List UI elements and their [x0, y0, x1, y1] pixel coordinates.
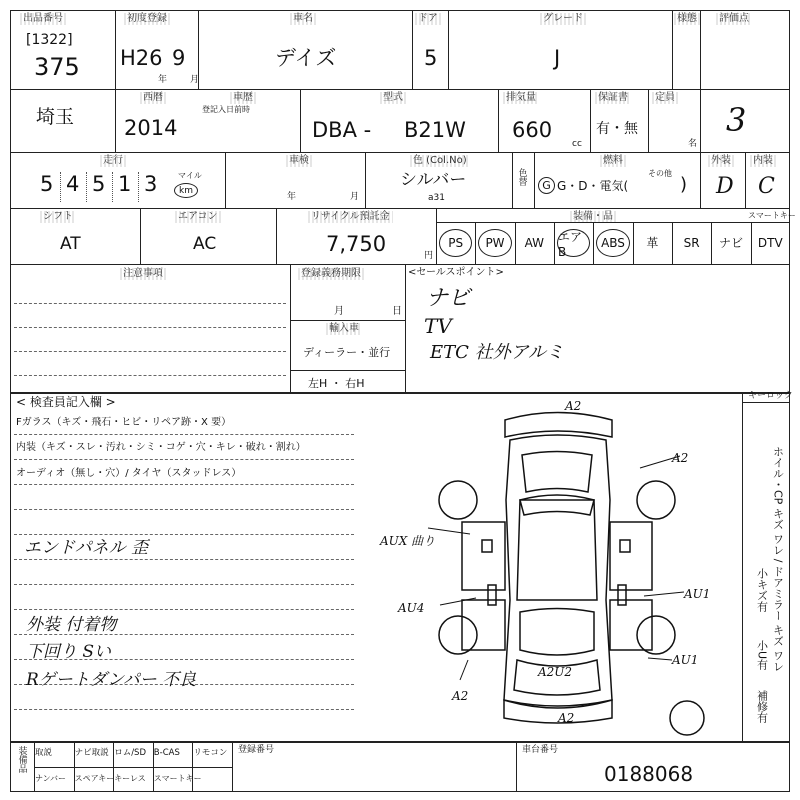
- displacement-label: 排気量: [503, 92, 539, 104]
- mark-right-rear: AU1: [672, 653, 699, 667]
- selling-point-1: ナビ: [426, 286, 471, 311]
- model-prefix: DBA -: [312, 118, 372, 142]
- score: 3: [726, 101, 747, 139]
- mileage-unit-km: km: [174, 183, 198, 198]
- footer-item-bottom: キーレス: [114, 774, 146, 783]
- repair-note: 補修有: [755, 690, 769, 723]
- inspection-label: 車検: [286, 155, 312, 167]
- fuel-options: G・D・電気(: [557, 179, 629, 193]
- mark-left-door: AU4: [398, 601, 425, 615]
- exhibit-number: 375: [34, 53, 80, 81]
- reg-month-unit: 月: [334, 306, 344, 317]
- footer-item-bottom: ナンバー: [35, 774, 67, 783]
- aircon-label: エアコン: [175, 211, 221, 223]
- equipment-item: ABS: [596, 229, 629, 257]
- mark-front-right: A2: [672, 451, 689, 465]
- mileage-digit: 5: [92, 172, 106, 196]
- reg-no-label: 登録番号: [238, 745, 275, 755]
- footer-item-top: 取説: [35, 748, 53, 758]
- special-label: 様態: [674, 13, 700, 25]
- exterior-label: 外装: [708, 155, 734, 167]
- selling-point-3: ETC 社外アルミ: [430, 342, 564, 363]
- handwritten-note-2: 外装 付着物: [26, 615, 117, 635]
- grade-label: グレード: [540, 13, 586, 25]
- footer-item-bottom: スマートキー: [153, 774, 202, 783]
- fuel-other: その他: [648, 169, 672, 178]
- recycle-label: リサイクル預託金: [308, 211, 393, 223]
- recycle-fee: 7,750: [326, 232, 387, 256]
- shift: AT: [60, 234, 81, 254]
- car-name-label: 車名: [290, 13, 316, 25]
- audio-line: オーディオ（無し・穴）/ タイヤ（スタッドレス）: [16, 468, 242, 479]
- equipment-item: AW: [524, 236, 545, 250]
- cc-unit: cc: [572, 139, 582, 149]
- year-unit: 年: [158, 75, 168, 85]
- footer-item-top: ナビ取説: [74, 748, 109, 758]
- caution-label: 注意事項: [120, 268, 166, 280]
- chassis-number: 0188068: [604, 762, 694, 786]
- interior-label: 内装: [750, 155, 776, 167]
- color-label: 色 (Col.No): [410, 155, 470, 167]
- equipment-item: ナビ: [718, 236, 743, 250]
- equipment-item: SR: [683, 236, 700, 250]
- interior-line: 内装（キズ・スレ・汚れ・シミ・コゲ・穴・キレ・破れ・割れ）: [16, 442, 306, 453]
- first-reg-label: 初度登録: [124, 13, 170, 25]
- mark-right-door: AU1: [684, 587, 711, 601]
- fuel-close: ): [680, 174, 688, 195]
- month-unit: 月: [190, 75, 200, 85]
- key-lock-label: キーロック: [748, 391, 793, 401]
- first-reg-era: H26: [120, 46, 163, 70]
- equipment-item: エアB: [557, 229, 590, 257]
- footer-item-top: B-CAS: [153, 748, 180, 758]
- mileage-label: 走行: [100, 155, 126, 167]
- footer-item-top: ロム/SD: [114, 748, 146, 758]
- selling-point-2: TV: [424, 314, 452, 338]
- dealer-parallel: ディーラー・並行: [303, 346, 391, 359]
- mileage-unit-top: マイル: [178, 171, 202, 180]
- inspection-month-unit: 月: [350, 192, 360, 202]
- shift-label: シフト: [40, 211, 76, 223]
- exhibit-no-label: 出品番号: [20, 13, 66, 25]
- mileage-digit: 5: [40, 172, 54, 196]
- handwritten-note-4: Rゲートダンパー 不良: [26, 670, 197, 690]
- prefecture: 埼玉: [36, 106, 75, 128]
- color-code: a31: [428, 193, 445, 203]
- warranty: 有・無: [596, 121, 638, 137]
- mark-left-rear: A2: [452, 689, 469, 703]
- model-label: 型式: [380, 92, 406, 104]
- history-sub: 登記入日前時: [202, 105, 250, 114]
- inspection-year-unit: 年: [287, 192, 297, 202]
- mark-rear: A2: [558, 711, 575, 725]
- western-year-label: 西暦: [140, 92, 166, 104]
- handle-side: 左H ・ 右H: [308, 377, 365, 390]
- first-reg-month: 9: [172, 46, 186, 70]
- mileage-digit: 4: [66, 172, 80, 196]
- import-label: 輸入車: [326, 323, 362, 335]
- mark-left-fender: AUX 曲り: [380, 534, 436, 548]
- exhibit-sub: [1322]: [26, 32, 73, 48]
- equipment-item: PS: [439, 229, 472, 257]
- reg-deadline-label: 登録義務期限: [298, 268, 364, 280]
- selling-points-label: <セールスポイント>: [408, 267, 504, 278]
- equipment-item: 革: [646, 236, 659, 250]
- small-scratch-note: 小キズ有: [755, 568, 769, 612]
- doors: 5: [424, 46, 438, 70]
- fuel-label: 燃料: [600, 155, 626, 167]
- aircon: AC: [193, 234, 217, 254]
- color: シルバー: [400, 170, 467, 190]
- score-label: 評価点: [716, 13, 752, 25]
- yen-unit: 円: [424, 251, 434, 261]
- key-label: スマートキー: [748, 211, 796, 220]
- fuel-g-circle: G: [538, 177, 555, 194]
- exterior-grade: D: [716, 174, 734, 199]
- mark-trunk: A2U2: [538, 665, 573, 679]
- color-change: 色替: [516, 168, 527, 186]
- history-label: 車歴: [230, 92, 256, 104]
- capacity-label: 定員: [652, 92, 678, 104]
- chassis-label: 車台番号: [522, 745, 559, 755]
- car-name: デイズ: [275, 46, 337, 70]
- mileage-digit: 1: [118, 172, 132, 196]
- equipment-box-label: 装備品: [16, 746, 27, 773]
- reg-day-unit: 日: [392, 306, 402, 317]
- glass-line: Fガラス（キズ・飛石・ヒビ・リペア跡・X 要）: [16, 417, 232, 428]
- equipment-item: DTV: [757, 236, 783, 250]
- warranty-label: 保証書: [595, 92, 631, 104]
- displacement: 660: [512, 118, 553, 142]
- handwritten-note-1: エンドパネル 歪: [24, 538, 149, 558]
- inspector-heading: < 検査員記入欄 >: [16, 395, 116, 409]
- mileage-digit: 3: [144, 172, 158, 196]
- grade: J: [554, 46, 561, 70]
- equipment-item: PW: [478, 229, 511, 257]
- mark-front: A2: [565, 399, 582, 413]
- model-code: B21W: [404, 118, 466, 142]
- doors-label: ドア: [415, 13, 441, 25]
- western-year: 2014: [124, 116, 178, 140]
- small-dent-note: 小U有: [755, 640, 769, 671]
- footer-item-top: リモコン: [193, 748, 228, 758]
- equipment-label: 装備・品: [570, 211, 616, 223]
- footer-item-bottom: スペアキー: [74, 774, 115, 783]
- interior-grade: C: [758, 174, 775, 199]
- wheel-note: ホイル・CP キズ ワレ / ドアミラー キズ ワレ: [771, 446, 785, 672]
- capacity-unit: 名: [688, 139, 698, 149]
- handwritten-note-3: 下回り Sい: [26, 642, 112, 662]
